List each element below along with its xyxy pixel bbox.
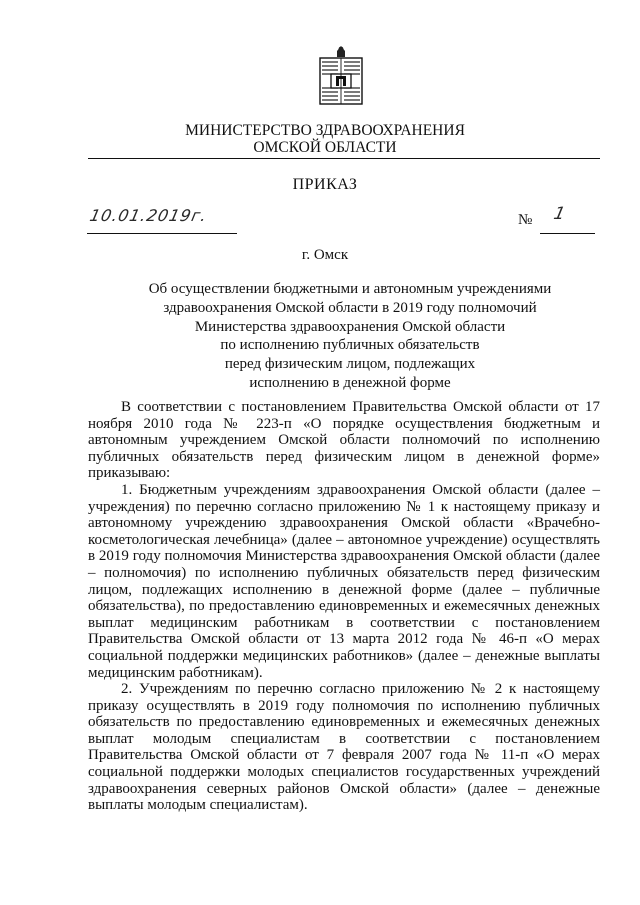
number-underline xyxy=(540,213,595,234)
title-line: исполнению в денежной форме xyxy=(249,374,451,391)
document-date: 10.01.2019г. xyxy=(87,206,210,225)
header-rule xyxy=(88,158,600,159)
body-paragraph-preamble: В соответствии с постановлением Правительства Омской области от 17 ноября 2010 года № 223-п «О порядке осуществления бюджетным и автономным учреждением Омской области полномочий по исполнению публичных обязательств перед физическим лицом в денежной форме» приказываю: xyxy=(88,399,600,482)
ministry-name-line1: МИНИСТЕРСТВО ЗДРАВООХРАНЕНИЯ xyxy=(185,122,465,139)
title-line: по исполнению публичных обязательств xyxy=(220,337,480,354)
document-number: 1 xyxy=(551,204,567,224)
document-title xyxy=(90,280,610,393)
number-label: № xyxy=(518,212,533,228)
document-type: ПРИКАЗ xyxy=(292,176,358,193)
coat-of-arms-emblem xyxy=(319,44,363,106)
city: г. Омск xyxy=(301,247,349,263)
document-body xyxy=(88,399,600,814)
body-paragraph-item2: 2. Учреждениям по перечню согласно приложению № 2 к настоящему приказу осуществлять в 2019 году полномочия по исполнению публичных обязательств по предоставлению единовременных и ежемесячных денежных выплат молодым специалистам в соответствии с постановлением Правительства Омской области от 7 февраля 2007 года № 11-п «О мерах социальной поддержки молодых специалистов государственных учреждений здравоохранения северных районов Омской области» (далее – денежные выплаты молодым специалистам). xyxy=(88,681,600,814)
title-line: перед физическим лицом, подлежащих xyxy=(224,356,476,373)
title-line: Об осуществлении бюджетными и автономным учреждениями xyxy=(148,281,552,297)
title-line: здравоохранения Омской области в 2019 году полномочий xyxy=(163,299,537,316)
title-line: Министерства здравоохранения Омской области xyxy=(194,318,506,335)
body-paragraph-item1: 1. Бюджетным учреждениям здравоохранения Омской области (далее – учреждения) по перечню согласно приложению № 1 к настоящему приказу и автономному учреждению здравоохранения Омской области «Врачебно-косметологическая лечебница» (далее – автономное учреждение) осуществлять в 2019 году полномочия Министерства здравоохранения Омской области (далее – полномочия) по исполнению публичных обязательств перед физическим лицом, подлежащих исполнению в денежной форме (далее – публичные обязательства), по предоставлению единовременных и ежемесячных денежных выплат медицинским работникам в соответствии с постановлением Правительства Омской области от 13 марта 2012 года № 46-п «О мерах социальной поддержки медицинских работников» (далее – денежные выплаты медицинским работникам). xyxy=(88,481,600,681)
ministry-name-line2: ОМСКОЙ ОБЛАСТИ xyxy=(253,139,397,156)
